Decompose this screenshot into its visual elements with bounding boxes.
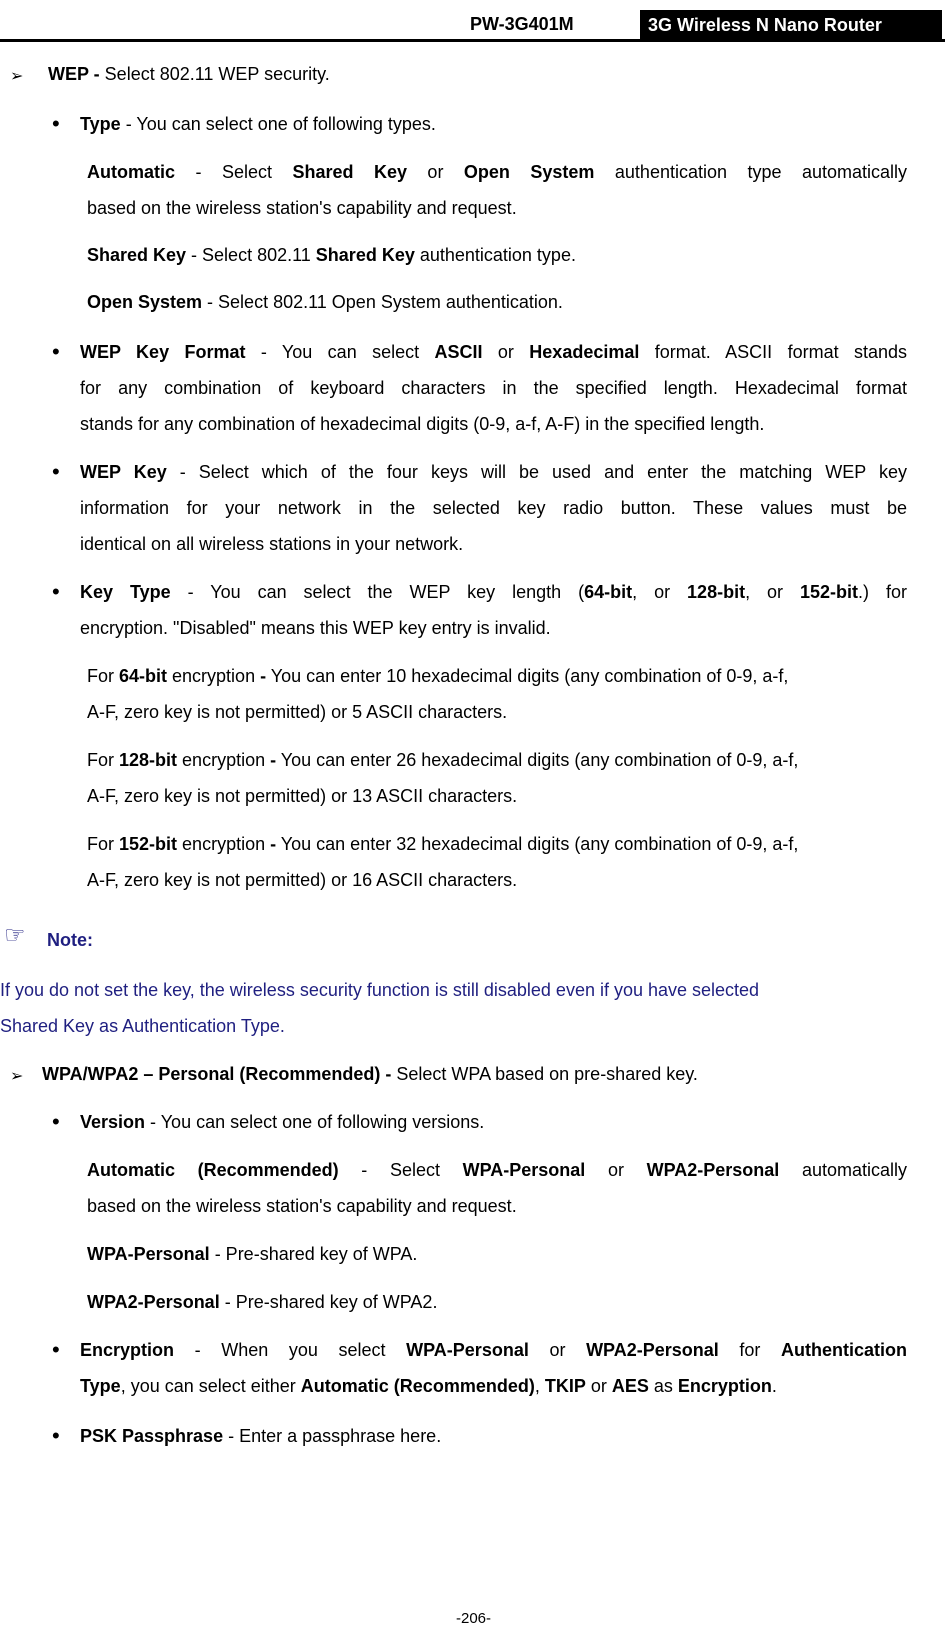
128bit-line-2: A-F, zero key is not permitted) or 13 ASCII characters. <box>87 786 518 806</box>
encryption-item: Encryption - When you select WPA-Personal or WPA2-Personal for Authentication <box>80 1340 907 1360</box>
64bit-line-2: A-F, zero key is not permitted) or 5 ASCII characters. <box>87 702 508 722</box>
64bit-line: For 64-bit encryption - You can enter 10 hexadecimal digits (any combination of 0-9, a-f, <box>87 666 789 686</box>
page-header <box>0 0 947 42</box>
wep-key-format-item: WEP Key Format - You can select ASCII or Hexadecimal format. ASCII format stands <box>80 342 907 362</box>
encryption-line-2: Type, you can select either Automatic (Recommended), TKIP or AES as Encryption. <box>80 1376 777 1396</box>
automatic-line-2: based on the wireless station's capability and request. <box>87 198 517 218</box>
pointing-hand-icon: ☞ <box>4 922 26 949</box>
shared-key-line: Shared Key - Select 802.11 Shared Key authentication type. <box>87 245 576 265</box>
wep-key-format-line-3: stands for any combination of hexadecimal digits (0-9, a-f, A-F) in the specified length. <box>80 414 765 434</box>
wep-key-item: WEP Key - Select which of the four keys will be used and enter the matching WEP key <box>80 462 907 482</box>
152bit-line: For 152-bit encryption - You can enter 32 hexadecimal digits (any combination of 0-9, a-f, <box>87 834 799 854</box>
bullet-icon: • <box>52 339 60 364</box>
key-type-line-2: encryption. "Disabled" means this WEP key entry is invalid. <box>80 618 551 638</box>
note-label: Note: <box>47 930 93 950</box>
psk-passphrase-item: PSK Passphrase - Enter a passphrase here. <box>80 1426 442 1446</box>
key-type-item: Key Type - You can select the WEP key length (64-bit, or 128-bit, or 152-bit.) for <box>80 582 907 602</box>
bullet-icon: • <box>52 1109 60 1134</box>
open-system-line: Open System - Select 802.11 Open System authentication. <box>87 292 563 312</box>
wpa-heading: WPA/WPA2 – Personal (Recommended) - Select WPA based on pre-shared key. <box>42 1064 698 1084</box>
wpa2-personal-line: WPA2-Personal - Pre-shared key of WPA2. <box>87 1292 438 1312</box>
header-rule <box>0 39 945 42</box>
automatic-recommended-line: Automatic (Recommended) - Select WPA-Personal or WPA2-Personal automatically <box>87 1160 907 1180</box>
product-title: 3G Wireless N Nano Router <box>640 10 942 40</box>
bullet-icon: • <box>52 111 60 136</box>
automatic-recommended-line-2: based on the wireless station's capability and request. <box>87 1196 517 1216</box>
version-item: Version - You can select one of following versions. <box>80 1112 485 1132</box>
type-item: Type - You can select one of following types. <box>80 114 436 134</box>
wep-heading: WEP - Select 802.11 WEP security. <box>48 64 330 84</box>
page-number: -206- <box>455 1610 492 1627</box>
152bit-line-2: A-F, zero key is not permitted) or 16 ASCII characters. <box>87 870 518 890</box>
model-number: PW-3G401M <box>470 14 574 34</box>
arrow-bullet-icon: ➢ <box>10 1068 24 1085</box>
bullet-icon: • <box>52 459 60 484</box>
note-text: If you do not set the key, the wireless security function is still disabled even if you have selected <box>0 980 760 1000</box>
wep-key-line-3: identical on all wireless stations in your network. <box>80 534 464 554</box>
bullet-icon: • <box>52 1423 60 1448</box>
automatic-line: Automatic - Select Shared Key or Open System authentication type automatically <box>87 162 907 182</box>
wep-key-line-2: information for your network in the selected key radio button. These values must be <box>80 498 907 518</box>
arrow-bullet-icon: ➢ <box>10 68 24 85</box>
wep-key-format-line-2: for any combination of keyboard characters in the specified length. Hexadecimal format <box>80 378 907 398</box>
note-text-2: Shared Key as Authentication Type. <box>0 1016 285 1036</box>
bullet-icon: • <box>52 579 60 604</box>
wpa-personal-line: WPA-Personal - Pre-shared key of WPA. <box>87 1244 418 1264</box>
128bit-line: For 128-bit encryption - You can enter 26 hexadecimal digits (any combination of 0-9, a-f, <box>87 750 799 770</box>
bullet-icon: • <box>52 1337 60 1362</box>
